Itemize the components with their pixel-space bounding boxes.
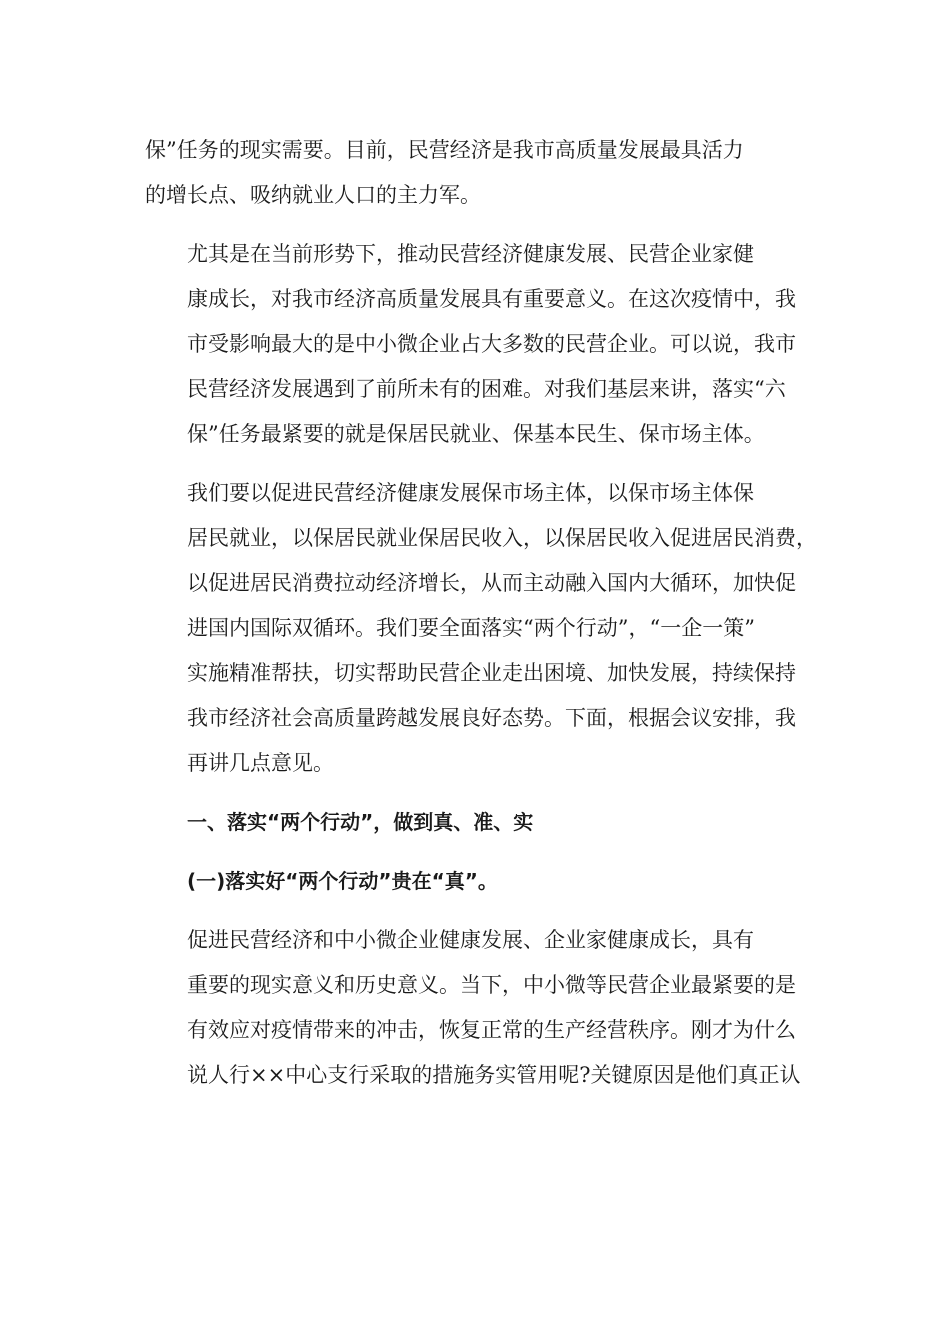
text-line: 实施精准帮扶，切实帮助民营企业走出困境、加快发展，持续保持: [187, 661, 796, 685]
text-line: 康成长，对我市经济高质量发展具有重要意义。在这次疫情中，我: [187, 287, 796, 311]
text-line: 一、落实“两个行动”，做到真、准、实: [187, 810, 534, 834]
text-line: 进国内国际双循环。我们要全面落实“两个行动”，“一企一策”: [187, 616, 755, 640]
text-line: 我们要以促进民营经济健康发展保市场主体，以保市场主体保: [187, 481, 754, 505]
body-paragraph: [145, 232, 800, 457]
document-body: [145, 128, 817, 1112]
text-line: 民营经济发展遇到了前所未有的困难。对我们基层来讲，落实“六: [187, 377, 786, 401]
text-line: 市受影响最大的是中小微企业占大多数的民营企业。可以说，我市: [187, 332, 796, 356]
body-paragraph: [145, 918, 800, 1098]
text-line: 重要的现实意义和历史意义。当下，中小微等民营企业最紧要的是: [187, 973, 796, 997]
text-line: 尤其是在当前形势下，推动民营经济健康发展、民营企业家健: [187, 242, 754, 266]
section-heading: [145, 859, 800, 904]
text-line: 保”任务最紧要的就是保居民就业、保基本民生、保市场主体。: [187, 422, 765, 446]
text-line: (一)落实好“两个行动”贵在“真”。: [187, 869, 498, 893]
text-line: 促进民营经济和中小微企业健康发展、企业家健康成长，具有: [187, 928, 754, 952]
text-line: 再讲几点意见。: [187, 751, 334, 775]
text-line: 我市经济社会高质量跨越发展良好态势。下面，根据会议安排，我: [187, 706, 796, 730]
body-paragraph: [145, 471, 817, 786]
body-paragraph: [145, 128, 800, 218]
text-line: 居民就业，以保居民就业保居民收入，以保居民收入促进居民消费，: [187, 526, 817, 550]
text-line: 保”任务的现实需要。目前，民营经济是我市高质量发展最具活力: [145, 138, 744, 162]
text-line: 的增长点、吸纳就业人口的主力军。: [145, 183, 481, 207]
text-line: 以促进居民消费拉动经济增长，从而主动融入国内大循环，加快促: [187, 571, 796, 595]
text-line: 有效应对疫情带来的冲击，恢复正常的生产经营秩序。刚才为什么: [187, 1018, 796, 1042]
section-heading: [145, 800, 800, 845]
text-line: 说人行××中心支行采取的措施务实管用呢?关键原因是他们真正认: [187, 1063, 801, 1087]
